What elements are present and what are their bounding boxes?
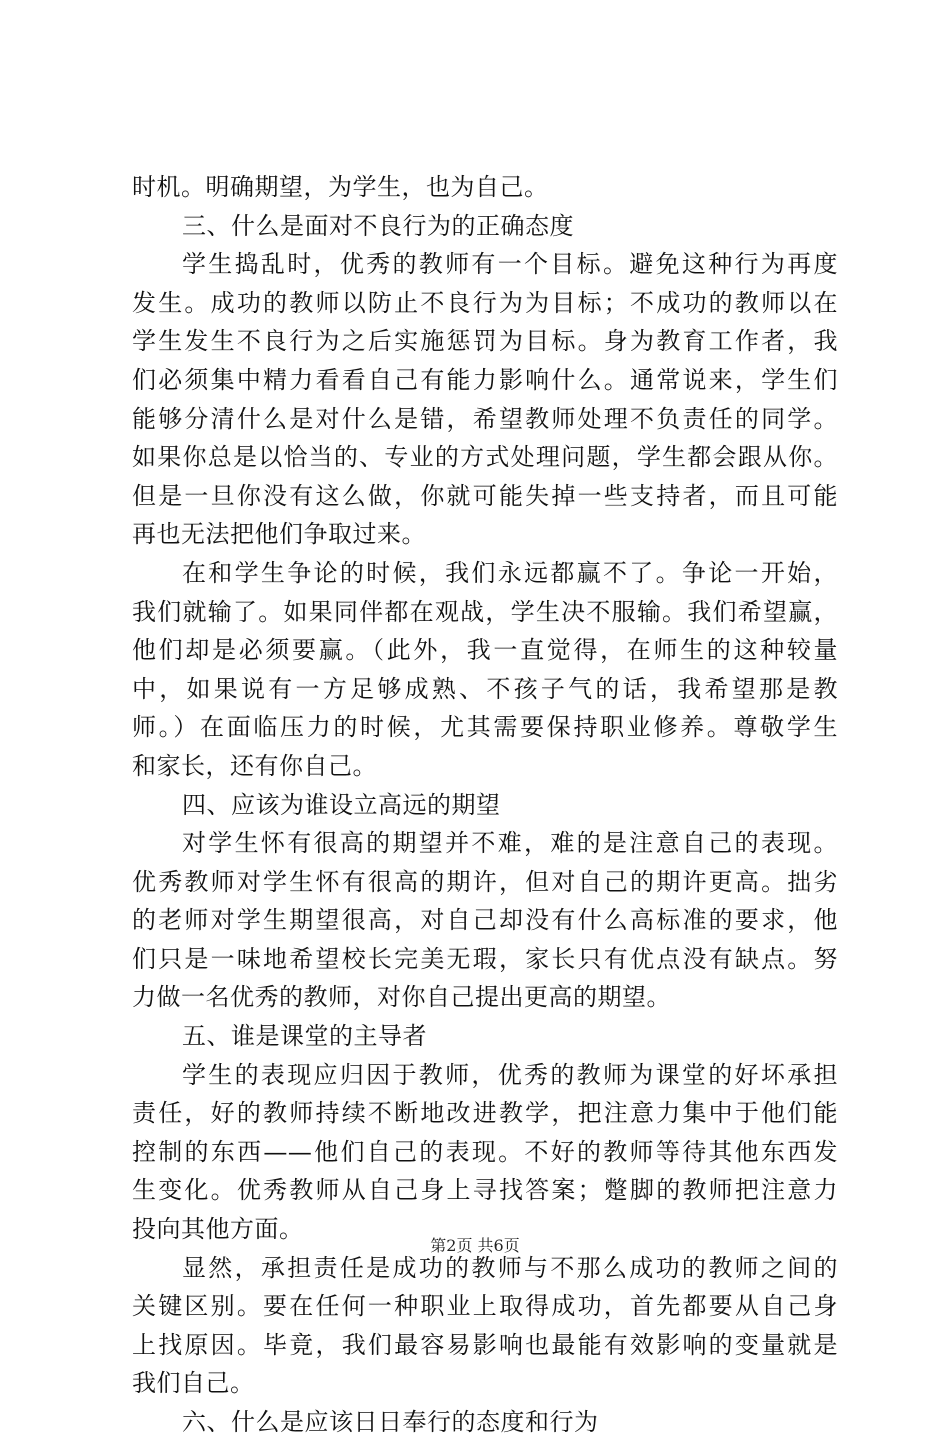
paragraph-line: 显然，承担责任是成功的教师与不那么成功的教师之间的 bbox=[182, 1253, 838, 1282]
paragraph-line: 优秀教师对学生怀有很高的期许，但对自己的期许更高。拙劣 bbox=[132, 867, 838, 896]
paragraph-line: 控制的东西——他们自己的表现。不好的教师等待其他东西发 bbox=[132, 1137, 838, 1166]
paragraph-line: 如果你总是以恰当的、专业的方式处理问题，学生都会跟从你。 bbox=[132, 443, 838, 472]
paragraph-line: 生变化。优秀教师从自己身上寻找答案；蹩脚的教师把注意力 bbox=[132, 1176, 838, 1205]
paragraph-line: 对学生怀有很高的期望并不难，难的是注意自己的表现。 bbox=[182, 829, 838, 858]
paragraph-line: 能够分清什么是对什么是错，希望教师处理不负责任的同学。 bbox=[132, 404, 838, 433]
paragraph-line: 上找原因。毕竟，我们最容易影响也最能有效影响的变量就是 bbox=[132, 1330, 838, 1359]
paragraph-line: 发生。成功的教师以防止不良行为为目标；不成功的教师以在 bbox=[132, 288, 838, 317]
paragraph-line: 再也无法把他们争取过来。 bbox=[132, 520, 426, 549]
paragraph-line: 师。）在面临压力的时候，尤其需要保持职业修养。尊敬学生 bbox=[132, 713, 838, 742]
paragraph-line: 的老师对学生期望很高，对自己却没有什么高标准的要求，他 bbox=[132, 906, 838, 935]
paragraph-line: 们只是一味地希望校长完美无瑕，家长只有优点没有缺点。努 bbox=[132, 944, 838, 973]
section-heading: 四、应该为谁设立高远的期望 bbox=[182, 790, 501, 819]
paragraph-line: 投向其他方面。 bbox=[132, 1215, 304, 1244]
paragraph-line: 他们却是必须要赢。（此外，我一直觉得，在师生的这种较量 bbox=[132, 636, 838, 665]
paragraph-line: 学生发生不良行为之后实施惩罚为目标。身为教育工作者，我 bbox=[132, 327, 838, 356]
paragraph-line: 我们自己。 bbox=[132, 1369, 255, 1398]
paragraph-line: 关键区别。要在任何一种职业上取得成功，首先都要从自己身 bbox=[132, 1292, 838, 1321]
paragraph-line: 学生的表现应归因于教师，优秀的教师为课堂的好坏承担 bbox=[182, 1060, 838, 1089]
paragraph-line: 在和学生争论的时候，我们永远都赢不了。争论一开始， bbox=[182, 558, 838, 587]
paragraph-line: 中，如果说有一方足够成熟、不孩子气的话，我希望那是教 bbox=[132, 674, 838, 703]
paragraph-line: 力做一名优秀的教师，对你自己提出更高的期望。 bbox=[132, 983, 671, 1012]
text-line: 时机。明确期望，为学生，也为自己。 bbox=[132, 173, 549, 201]
paragraph-line: 学生捣乱时，优秀的教师有一个目标。避免这种行为再度 bbox=[182, 250, 838, 279]
paragraph-line: 但是一旦你没有这么做，你就可能失掉一些支持者，而且可能 bbox=[132, 481, 838, 510]
paragraph-line: 责任，好的教师持续不断地改进教学，把注意力集中于他们能 bbox=[132, 1099, 838, 1128]
paragraph-line: 们必须集中精力看看自己有能力影响什么。通常说来，学生们 bbox=[132, 365, 838, 394]
page-footer: 第2页 共6页 bbox=[430, 1236, 520, 1255]
section-heading: 五、谁是课堂的主导者 bbox=[182, 1022, 427, 1051]
paragraph-line: 我们就输了。如果同伴都在观战，学生决不服输。我们希望赢， bbox=[132, 597, 838, 626]
paragraph-line: 和家长，还有你自己。 bbox=[132, 751, 377, 780]
section-heading: 六、什么是应该日日奉行的态度和行为 bbox=[182, 1408, 599, 1436]
section-heading: 三、什么是面对不良行为的正确态度 bbox=[182, 211, 574, 240]
